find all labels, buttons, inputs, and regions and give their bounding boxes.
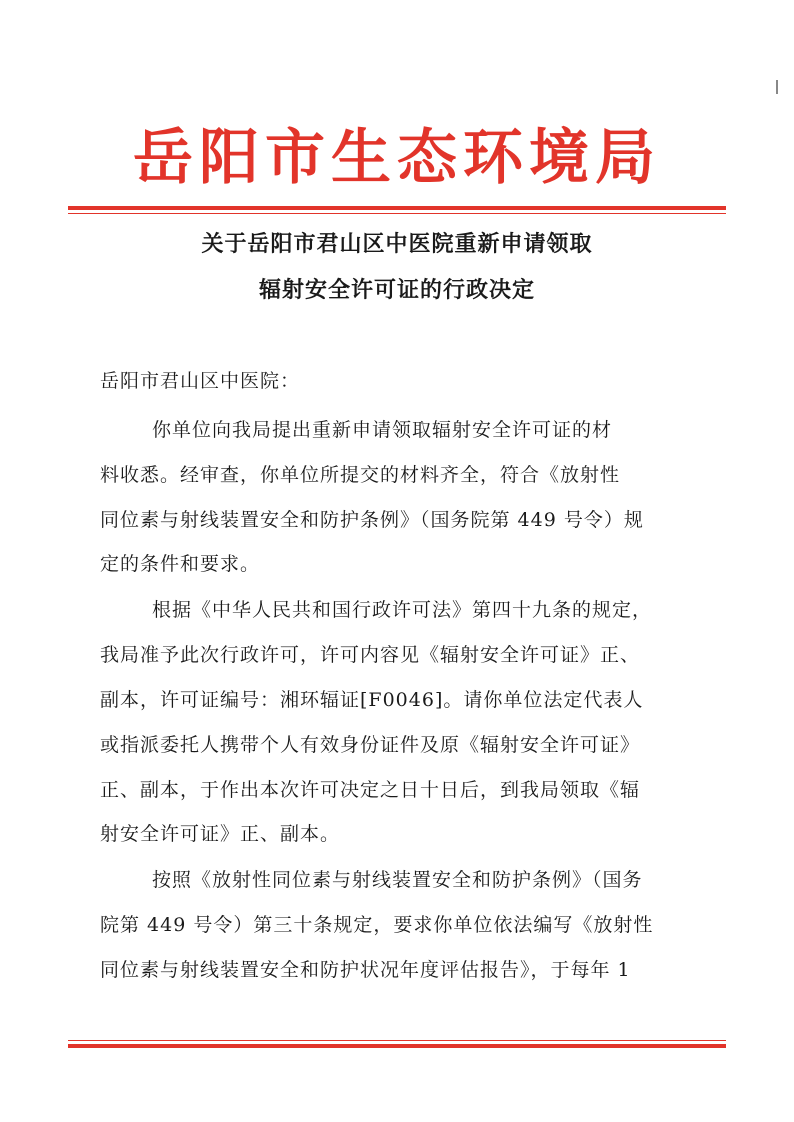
body-line: 院第 449 号令）第三十条规定，要求你单位依法编写《放射性: [100, 914, 654, 936]
body-line: 正、副本，于作出本次许可决定之日十日后，到我局领取《辐: [100, 779, 641, 801]
body-line: 副本，许可证编号：湘环辐证[F0046]。请你单位法定代表人: [100, 689, 644, 711]
body-line: 同位素与射线装置安全和防护条例》（国务院第 449 号令）规: [100, 509, 644, 531]
header-divider: [68, 206, 726, 214]
body-line: 射安全许可证》正、副本。: [100, 823, 341, 845]
salutation: 岳阳市君山区中医院：: [100, 370, 301, 392]
footer-divider: [68, 1040, 726, 1048]
body-line: 我局准予此次行政许可，许可内容见《辐射安全许可证》正、: [100, 644, 641, 666]
issuer-header-title: 岳阳市生态环境局: [133, 123, 661, 193]
body-line: 定的条件和要求。: [100, 553, 261, 575]
body-line: 按照《放射性同位素与射线装置安全和防护条例》（国务: [152, 869, 643, 891]
body-line: 你单位向我局提出重新申请领取辐射安全许可证的材: [152, 419, 613, 441]
body-line: 同位素与射线装置安全和防护状况年度评估报告》，于每年 1: [100, 959, 631, 981]
body-line: 根据《中华人民共和国行政许可法》第四十九条的规定，: [152, 599, 653, 621]
document-title-line-2: 辐射安全许可证的行政决定: [258, 277, 535, 303]
scan-mark: [776, 80, 778, 94]
body-line: 料收悉。经审查，你单位所提交的材料齐全，符合《放射性: [100, 464, 621, 486]
document-title-line-1: 关于岳阳市君山区中医院重新申请领取: [201, 231, 593, 257]
body-line: 或指派委托人携带个人有效身份证件及原《辐射安全许可证》: [100, 734, 641, 756]
